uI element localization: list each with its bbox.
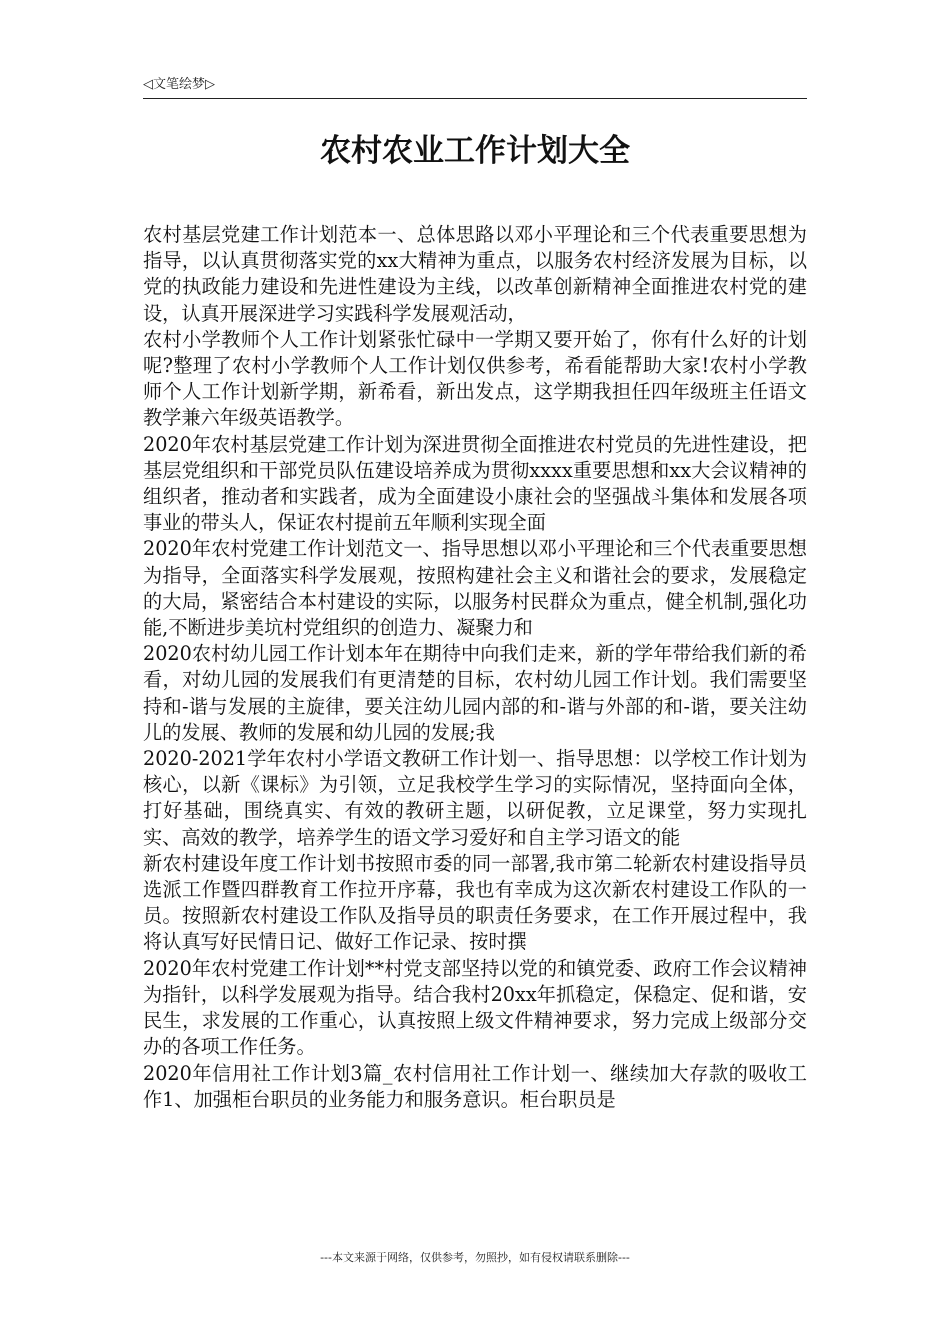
paragraph-7: 新农村建设年度工作计划书按照市委的同一部署,我市第二轮新农村建设指导员选派工作暨四群教育工作拉开序幕，我也有幸成为这次新农村建设工作队的一员。按照新农村建设工作队及指导员的职责任务要求，在工作开展过程中，我将认真写好民情日记、做好工作记录、按时撰 [143,851,807,954]
paragraph-8: 2020年农村党建工作计划**村党支部坚持以党的和镇党委、政府工作会议精神为指针，以科学发展观为指导。结合我村20xx年抓稳定，保稳定、促和谐，安民生，求发展的工作重心，认真按照上级文件精神要求，努力完成上级部分交办的各项工作任务。 [143,956,807,1059]
header-label: ◁文笔绘梦▷ [143,77,215,92]
paragraph-2: 农村小学教师个人工作计划紧张忙碌中一学期又要开始了，你有什么好的计划呢?整理了农村小学教师个人工作计划仅供参考，希看能帮助大家!农村小学教师个人工作计划新学期，新希看，新出发点，这学期我担任四年级班主任语文教学兼六年级英语教学。 [143,327,807,430]
paragraph-9: 2020年信用社工作计划3篇_农村信用社工作计划一、继续加大存款的吸收工作1、加强柜台职员的业务能力和服务意识。柜台职员是 [143,1061,807,1111]
paragraph-6: 2020-2021学年农村小学语文教研工作计划一、指导思想：以学校工作计划为核心，以新《课标》为引领，立足我校学生学习的实际情况，坚持面向全体，打好基础，围绕真实、有效的教研主题，以研促教，立足课堂，努力实现扎实、高效的教学，培养学生的语文学习爱好和自主学习语文的能 [143,747,807,849]
paragraph-3: 2020年农村基层党建工作计划为深进贯彻全面推进农村党员的先进性建设，把基层党组织和干部党员队伍建设培养成为贯彻xxxx重要思想和xx大会议精神的组织者，推动者和实践者，成为全面建设小康社会的坚强战斗集体和发展各项事业的带头人，保证农村提前五年顺利实现全面 [143,432,807,535]
page-header [143,76,807,99]
document-title: 农村农业工作计划大全 [320,133,630,169]
page-footer: ---本文来源于网络，仅供参考，勿照抄，如有侵权请联系删除--- [320,1251,630,1264]
paragraph-5: 2020农村幼儿园工作计划本年在期待中向我们走来，新的学年带给我们新的希看，对幼儿园的发展我们有更清楚的目标，农村幼儿园工作计划。我们需要坚持和-谐与发展的主旋律，要关注幼儿园内部的和-谐与外部的和-谐，要关注幼儿的发展、教师的发展和幼儿园的发展;我 [143,642,807,744]
paragraph-4: 2020年农村党建工作计划范文一、指导思想以邓小平理论和三个代表重要思想为指导，全面落实科学发展观，按照构建社会主义和谐社会的要求，发展稳定的大局，紧密结合本村建设的实际，以服务村民群众为重点，健全机制,强化功能,不断进步美坑村党组织的创造力、凝聚力和 [143,537,807,640]
paragraph-1: 农村基层党建工作计划范本一、总体思路以邓小平理论和三个代表重要思想为指导，以认真贯彻落实党的xx大精神为重点，以服务农村经济发展为目标，以党的执政能力建设和先进性建设为主线，以改革创新精神全面推进农村党的建设，认真开展深进学习实践科学发展观活动， [143,223,807,325]
document-body [143,222,807,1113]
